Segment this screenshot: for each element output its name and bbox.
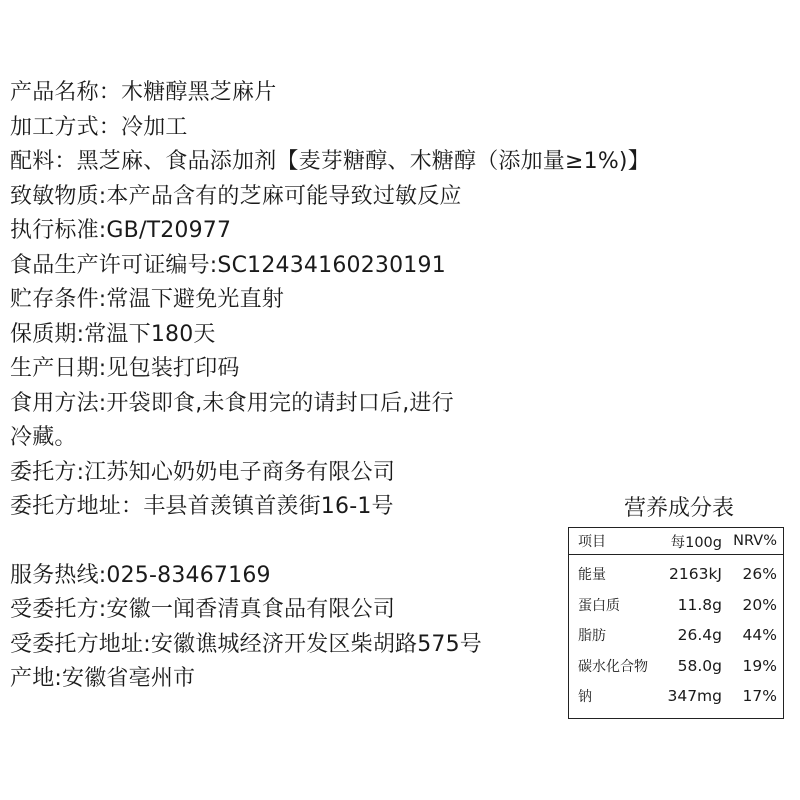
nutrient-nrv: 20% [742, 595, 777, 614]
executive-standard: 执行标准:GB/T20977 [10, 218, 232, 243]
production-date: 生产日期:见包装打印码 [10, 356, 240, 381]
nutrient-nrv: 26% [742, 565, 777, 584]
header-per-100g: 每100g [670, 534, 722, 551]
client-company: 委托方:江苏知心奶奶电子商务有限公司 [10, 459, 396, 485]
nutrition-table [568, 527, 784, 719]
nutrient-nrv: 44% [742, 626, 777, 645]
table-row [569, 681, 783, 712]
service-hotline: 服务热线:025-83467169 [10, 562, 271, 588]
nutrition-table-header [569, 528, 783, 555]
nutrient-amount: 26.4g [677, 626, 722, 645]
nutrition-title: 营养成分表 [623, 496, 734, 521]
shelf-life: 保质期:常温下180天 [10, 321, 216, 347]
processing-method: 加工方式：冷加工 [10, 114, 188, 140]
table-row [569, 620, 783, 651]
nutrient-name: 蛋白质 [578, 597, 620, 614]
allergen-info: 致敏物质:本产品含有的芝麻可能导致过敏反应 [10, 183, 462, 209]
table-row [569, 559, 783, 590]
ingredients: 配料：黑芝麻、食品添加剂【麦芽糖醇、木糖醇（添加量≥1%)】 [10, 149, 650, 174]
nutrient-amount: 347mg [667, 687, 722, 706]
nutrition-table-body [569, 555, 783, 718]
usage-instructions-continued: 冷藏。 [10, 425, 77, 450]
nutrient-amount: 11.8g [677, 595, 722, 614]
spacer [10, 525, 570, 559]
table-row [569, 651, 783, 682]
nutrient-name: 碳水化合物 [578, 658, 648, 675]
header-item: 项目 [578, 534, 606, 550]
nutrient-amount: 58.0g [677, 656, 722, 675]
header-nrv: NRV% [733, 533, 777, 549]
nutrient-name: 能量 [578, 567, 606, 584]
place-of-origin: 产地:安徽省亳州市 [10, 666, 196, 691]
nutrient-amount: 2163kJ [669, 565, 722, 584]
client-address: 委托方地址：丰县首羡镇首羡街16-1号 [10, 494, 394, 519]
table-row [569, 590, 783, 621]
usage-instructions: 食用方法:开袋即食,未食用完的请封口后,进行 [10, 390, 454, 416]
nutrient-nrv: 19% [742, 656, 777, 675]
product-name: 产品名称：木糖醇黑芝麻片 [10, 80, 277, 105]
manufacturer-address: 受委托方地址:安徽谯城经济开发区柴胡路575号 [10, 631, 483, 657]
nutrient-name: 钠 [578, 689, 592, 706]
manufacturer: 受委托方:安徽一闻香清真食品有限公司 [10, 597, 396, 622]
production-license: 食品生产许可证编号:SC12434160230191 [10, 252, 446, 278]
storage-conditions: 贮存条件:常温下避免光直射 [10, 287, 285, 312]
nutrient-name: 脂肪 [578, 628, 606, 645]
nutrient-nrv: 17% [742, 687, 777, 706]
nutrition-facts [568, 491, 784, 719]
